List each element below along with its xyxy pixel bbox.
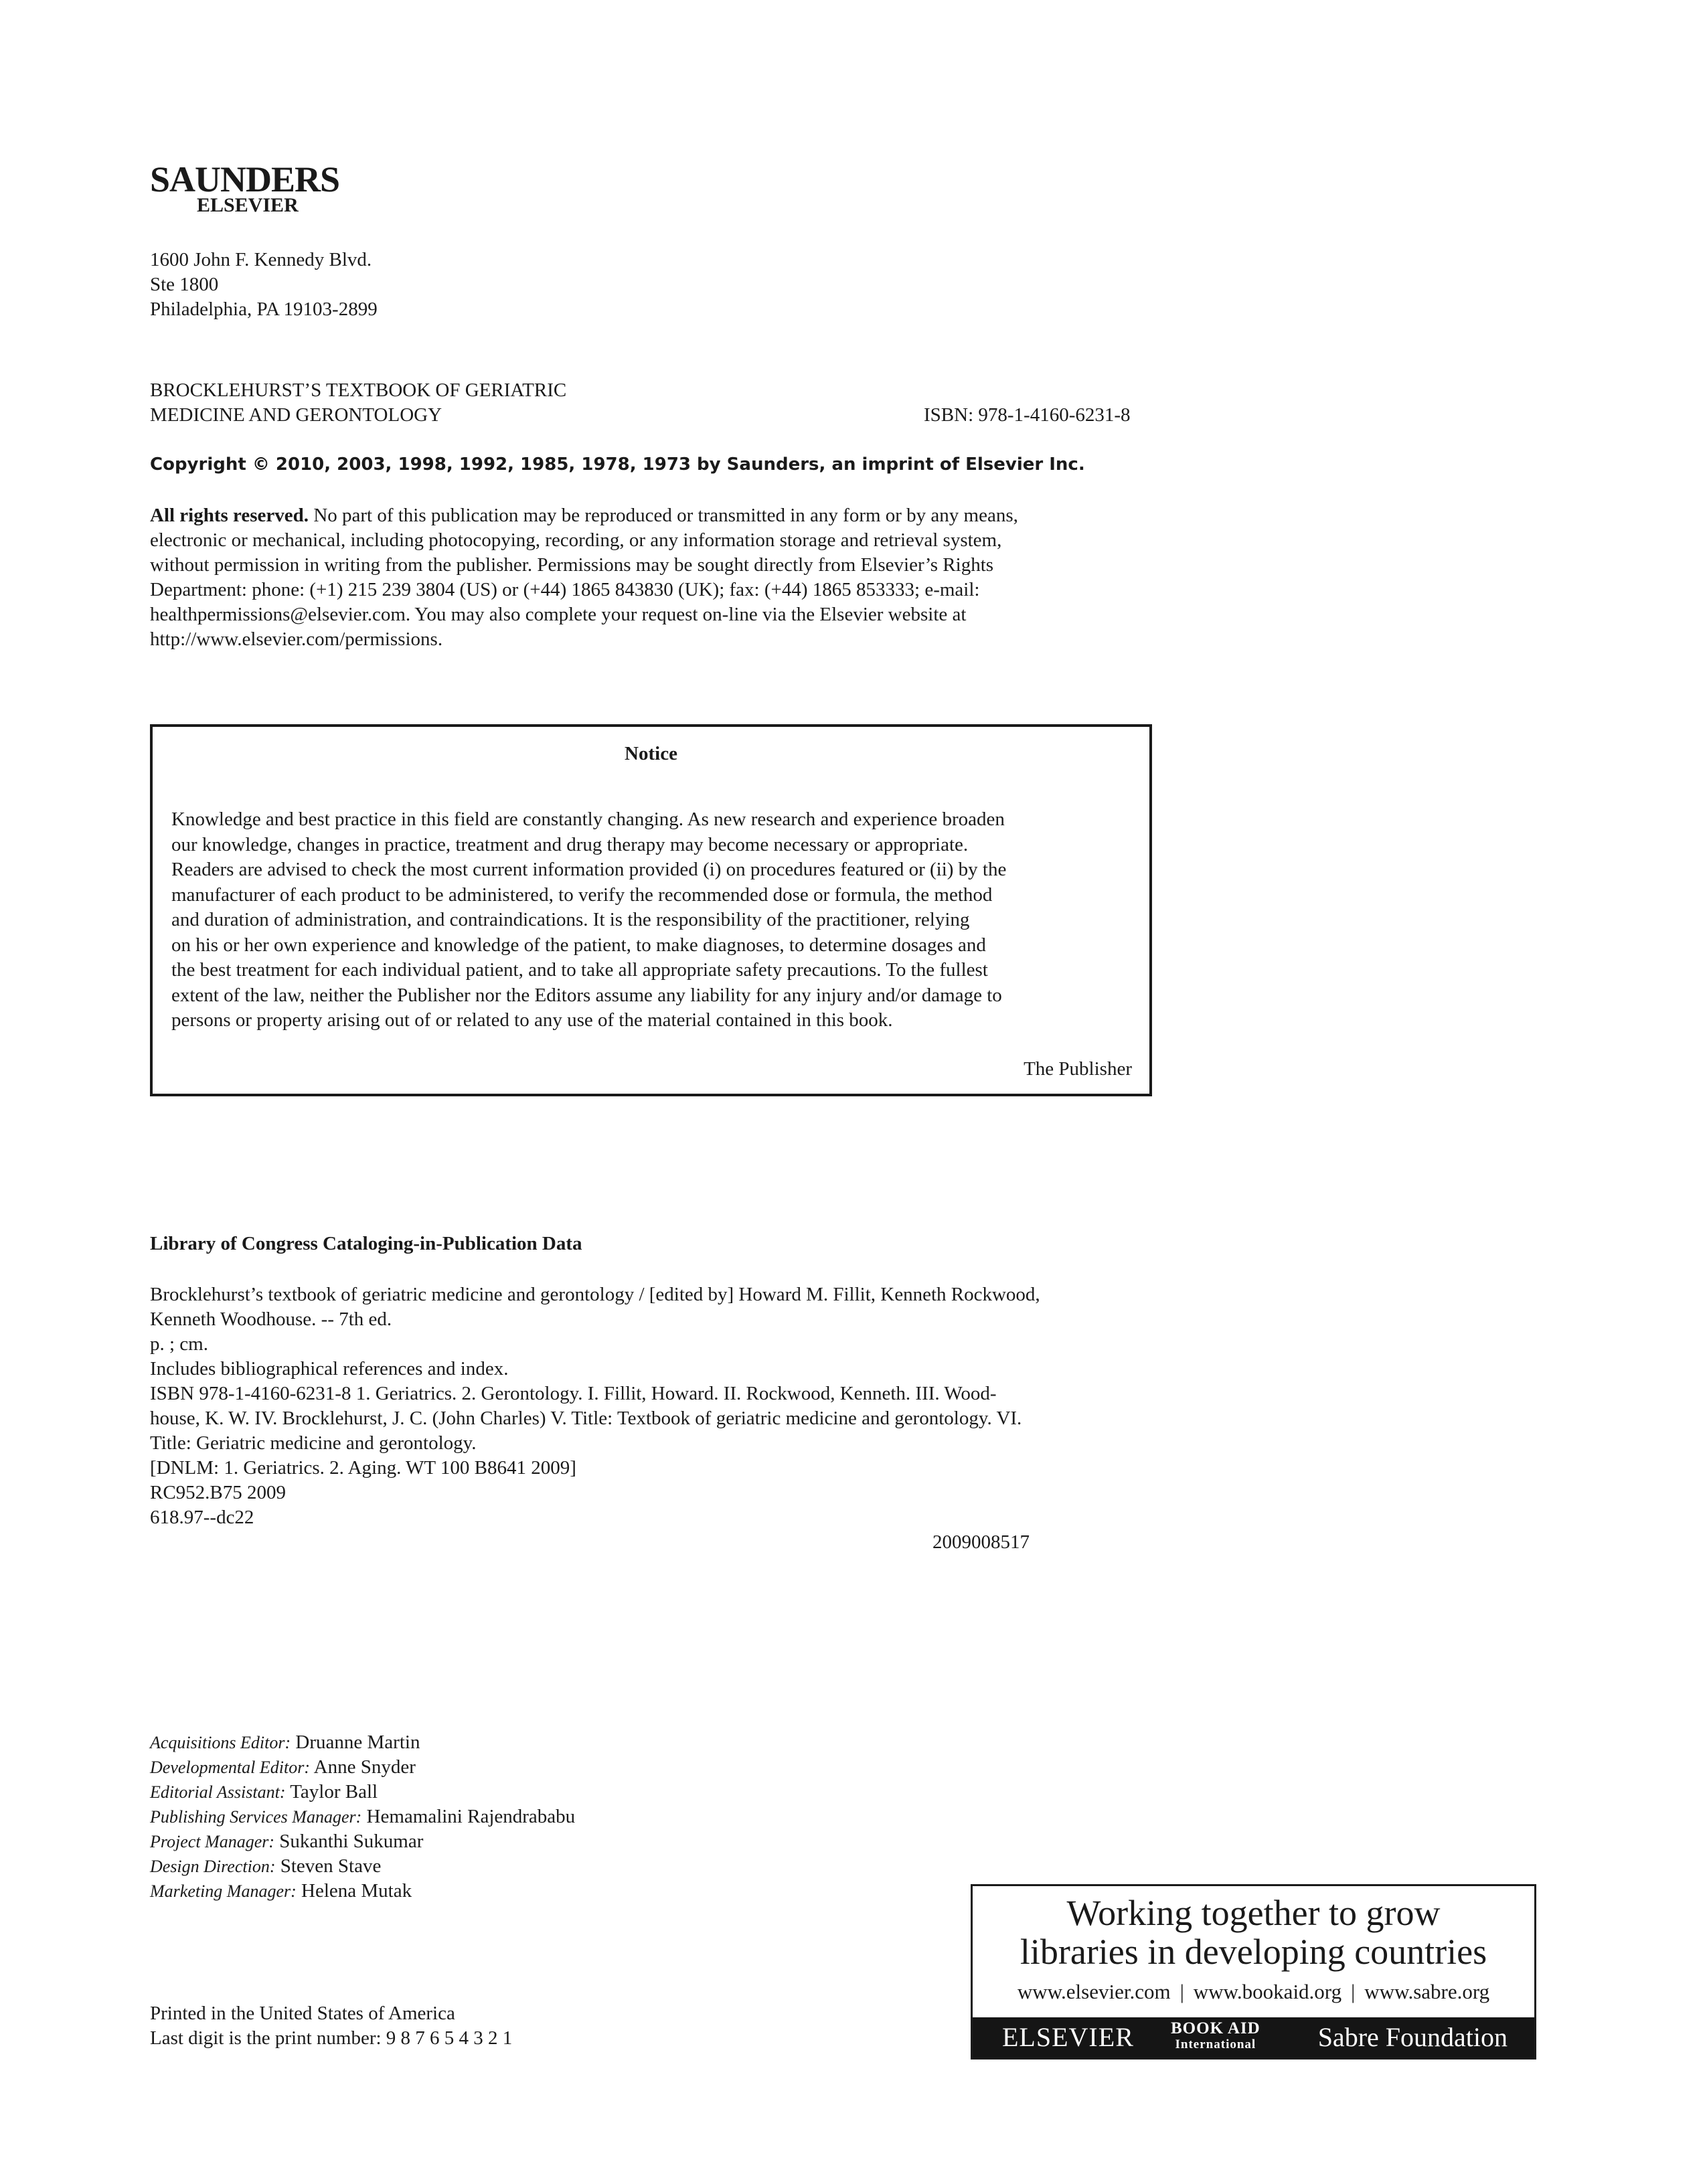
cip-line: Kenneth Woodhouse. -- 7th ed.: [150, 1309, 392, 1330]
copyright-statement: Copyright © 2010, 2003, 1998, 1992, 1985, 1978, 1973 by Saunders, an imprint of Elsevier Inc.: [150, 454, 1085, 475]
advert-urls: [973, 1979, 1534, 2005]
cip-line: Includes bibliographical references and index.: [150, 1358, 509, 1379]
credit-role: Project Manager:: [150, 1832, 275, 1851]
cip-line: p. ; cm.: [150, 1333, 208, 1355]
advert-headline: libraries in developing countries: [1020, 1932, 1487, 1972]
credit-line: [150, 1829, 575, 1854]
credit-name: Helena Mutak: [296, 1880, 412, 1902]
elsevier-logo: ELSEVIER: [1002, 2022, 1134, 2052]
credit-role: Marketing Manager:: [150, 1881, 297, 1901]
credit-name: Steven Stave: [275, 1855, 382, 1877]
print-info: [150, 2001, 512, 2051]
book-title: [150, 378, 566, 428]
rights-statement: [150, 503, 1018, 652]
cip-line: [DNLM: 1. Geriatrics. 2. Aging. WT 100 B8641 2009]: [150, 1457, 576, 1479]
credit-name: Druanne Martin: [291, 1732, 420, 1753]
notice-line: Knowledge and best practice in this field are constantly changing. As new research and experience broaden: [171, 809, 1005, 830]
address-line: Philadelphia, PA 19103-2899: [150, 299, 378, 320]
credit-name: Taylor Ball: [285, 1781, 378, 1802]
cip-title: Library of Congress Cataloging-in-Publication Data: [150, 1233, 582, 1254]
advert-headline: Working together to grow: [1066, 1893, 1441, 1933]
address-line: 1600 John F. Kennedy Blvd.: [150, 249, 372, 270]
cip-data: [150, 1282, 1040, 1530]
logo-saunders: SAUNDERS: [150, 159, 340, 199]
credit-line: [150, 1780, 575, 1804]
notice-body: [171, 807, 1006, 1033]
credit-name: Anne Snyder: [310, 1756, 416, 1778]
cip-line: ISBN 978-1-4160-6231-8 1. Geriatrics. 2. Gerontology. I. Fillit, Howard. II. Rockwood, Kenneth. III. Wood-: [150, 1383, 997, 1404]
isbn: ISBN: 978-1-4160-6231-8: [924, 404, 1131, 426]
cip-line: RC952.B75 2009: [150, 1482, 287, 1503]
notice-line: extent of the law, neither the Publisher nor the Editors assume any liability for any injury and/or damage to: [171, 984, 1002, 1006]
notice-line: persons or property arising out of or related to any use of the material contained in this book.: [171, 1009, 893, 1031]
credit-name: Hemamalini Rajendrababu: [361, 1806, 576, 1827]
credit-role: Design Direction:: [150, 1857, 276, 1876]
rights-line: [150, 503, 1018, 528]
credit-line: [150, 1755, 575, 1780]
cip-line: house, K. W. IV. Brocklehurst, J. C. (John Charles) V. Title: Textbook of geriatric medicine and gerontology. VI.: [150, 1408, 1022, 1429]
notice-line: the best treatment for each individual patient, and to take all appropriate safety precautions. To the fullest: [171, 959, 988, 981]
notice-line: on his or her own experience and knowledge of the patient, to make diagnoses, to determine dosages and: [171, 934, 986, 956]
rights-text: No part of this publication may be reproduced or transmitted in any form or by any means,: [309, 505, 1018, 526]
credit-role: Developmental Editor:: [150, 1758, 310, 1777]
saunders-elsevier-logo: [150, 161, 339, 216]
credit-name: Sukanthi Sukumar: [274, 1831, 424, 1852]
sponsor-logo-bar: [973, 2017, 1534, 2057]
address-line: Ste 1800: [150, 274, 219, 295]
book-aid-advert: [971, 1884, 1536, 2060]
notice-title: Notice: [625, 743, 677, 764]
credit-role: Editorial Assistant:: [150, 1782, 286, 1802]
book-title-line: BROCKLEHURST’S TEXTBOOK OF GERIATRIC: [150, 380, 567, 401]
notice-box: [150, 724, 1152, 1096]
credit-line: [150, 1854, 575, 1879]
credit-role: Publishing Services Manager:: [150, 1807, 362, 1827]
url-bookaid[interactable]: www.bookaid.org: [1193, 1980, 1342, 2003]
url-separator: |: [1351, 1980, 1356, 2003]
rights-lead: All rights reserved.: [150, 505, 309, 526]
cip-line: 618.97--dc22: [150, 1507, 254, 1528]
book-aid-logo-top: BOOK AID: [1171, 2019, 1261, 2037]
sabre-foundation-logo: Sabre Foundation: [1317, 2022, 1508, 2052]
notice-line: manufacturer of each product to be administered, to verify the recommended dose or formula, the method: [171, 884, 993, 906]
publisher-address: [150, 248, 378, 322]
lccn: 2009008517: [932, 1531, 1030, 1553]
notice-line: our knowledge, changes in practice, treatment and drug therapy may become necessary or appropriate.: [171, 833, 969, 855]
cip-line: Title: Geriatric medicine and gerontology.: [150, 1432, 477, 1454]
url-sabre[interactable]: www.sabre.org: [1364, 1980, 1490, 2003]
credit-role: Acquisitions Editor:: [150, 1733, 291, 1752]
credits-list: [150, 1730, 575, 1904]
printed-in: Printed in the United States of America: [150, 2003, 455, 2024]
rights-line: without permission in writing from the publisher. Permissions may be sought directly from Elsevier’s Rights: [150, 554, 994, 576]
cip-line: Brocklehurst’s textbook of geriatric medicine and gerontology / [edited by] Howard M. Fillit, Kenneth Rockwood,: [150, 1284, 1040, 1305]
print-number: Last digit is the print number: 9 8 7 6 5 4 3 2 1: [150, 2027, 513, 2049]
credit-line: [150, 1730, 575, 1755]
notice-line: Readers are advised to check the most current information provided (i) on procedures featured or (ii) by the: [171, 859, 1007, 880]
url-elsevier[interactable]: www.elsevier.com: [1017, 1980, 1171, 2003]
rights-line: Department: phone: (+1) 215 239 3804 (US) or (+44) 1865 843830 (UK); fax: (+44) 1865 853333; e-mail:: [150, 579, 980, 600]
notice-signature: The Publisher: [1024, 1058, 1132, 1080]
rights-line: electronic or mechanical, including photocopying, recording, or any information storage and retrieval system,: [150, 529, 1002, 551]
rights-line: http://www.elsevier.com/permissions.: [150, 628, 443, 650]
url-separator: |: [1180, 1980, 1184, 2003]
book-aid-logo-bottom: International: [1175, 2037, 1256, 2051]
book-aid-logo: [1171, 2020, 1261, 2052]
credit-line: [150, 1879, 575, 1904]
rights-line: healthpermissions@elsevier.com. You may also complete your request on-line via the Elsevier website at: [150, 604, 967, 625]
book-title-line: MEDICINE AND GERONTOLOGY: [150, 404, 442, 426]
logo-elsevier: ELSEVIER: [197, 194, 299, 216]
notice-line: and duration of administration, and contraindications. It is the responsibility of the practitioner, relying: [171, 909, 970, 930]
credit-line: [150, 1804, 575, 1829]
